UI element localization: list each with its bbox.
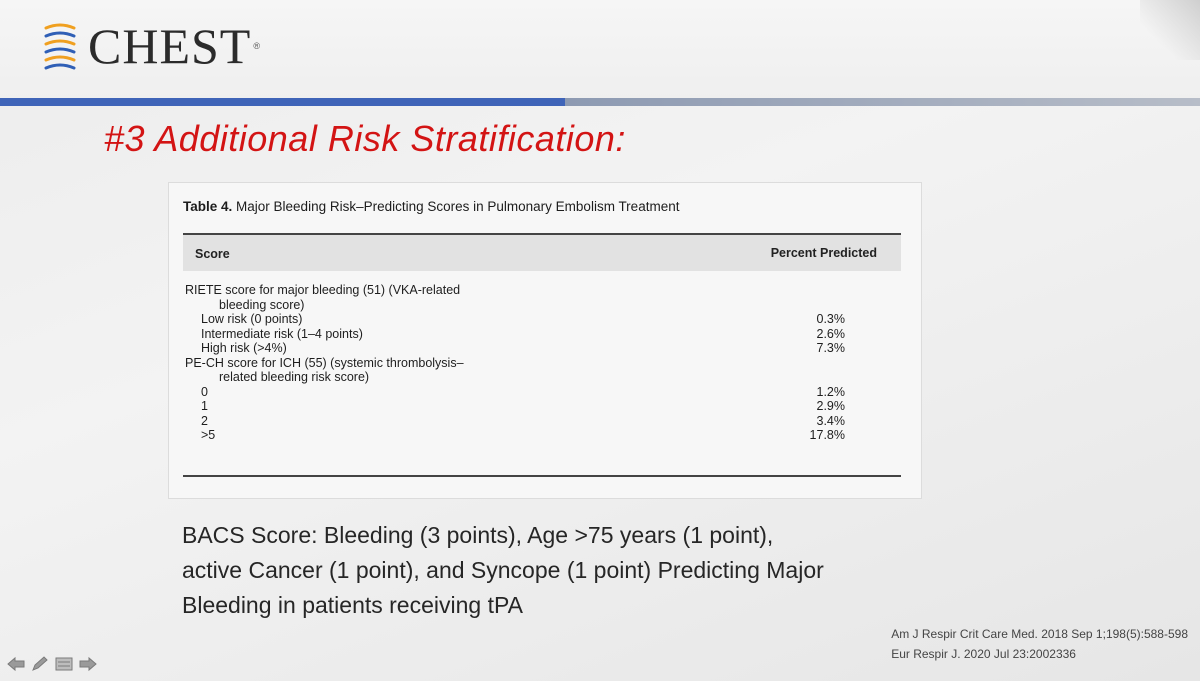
row-value: 0.3% <box>816 312 845 326</box>
pen-icon[interactable] <box>30 656 50 672</box>
row-value: 17.8% <box>809 428 845 442</box>
back-arrow-icon[interactable] <box>6 656 26 672</box>
table-row <box>183 341 901 356</box>
table-header-row <box>183 233 901 271</box>
slideshow-controls <box>6 656 98 672</box>
table-row <box>183 283 901 298</box>
slide-title: #3 Additional Risk Stratification: <box>104 118 626 159</box>
table-row <box>183 370 901 385</box>
row-label: High risk (>4%) <box>201 341 287 355</box>
header-rule <box>0 98 1200 106</box>
row-value: 2.9% <box>816 399 845 413</box>
table-bottom-rule <box>183 475 901 477</box>
slide-menu-icon[interactable] <box>54 656 74 672</box>
row-value: 2.6% <box>816 326 845 341</box>
table-row <box>183 385 901 400</box>
table-row <box>183 399 901 414</box>
row-label: >5 <box>201 428 216 442</box>
table-row <box>183 327 901 342</box>
table-row <box>183 298 901 313</box>
slide-header <box>0 0 1200 100</box>
table-row <box>183 428 901 443</box>
header-rule-gray <box>565 98 1200 106</box>
bacs-line-3: Bleeding in patients receiving tPA <box>182 592 523 618</box>
table-caption <box>183 199 679 214</box>
registered-mark: ® <box>253 41 260 51</box>
row-label: Intermediate risk (1–4 points) <box>201 326 363 341</box>
table-row <box>183 414 901 429</box>
header-percent-predicted: Percent Predicted <box>770 246 877 260</box>
bacs-line-1: BACS Score: Bleeding (3 points), Age >75 years (1 point), <box>182 522 774 548</box>
chest-logo <box>40 20 260 72</box>
chest-logo-icon <box>40 20 80 72</box>
table-row <box>183 312 901 327</box>
table-caption-text: Major Bleeding Risk–Predicting Scores in Pulmonary Embolism Treatment <box>232 199 680 214</box>
corner-shadow <box>1140 0 1200 60</box>
row-label: bleeding score) <box>219 297 305 312</box>
header-rule-blue <box>0 98 565 106</box>
table-row <box>183 356 901 371</box>
bacs-score-description <box>182 518 982 623</box>
table-body <box>183 283 901 443</box>
row-label: 0 <box>201 384 208 399</box>
bleeding-risk-table <box>168 182 922 499</box>
row-value: 7.3% <box>816 341 845 355</box>
row-label: 2 <box>201 413 208 428</box>
forward-arrow-icon[interactable] <box>78 656 98 672</box>
table-caption-number: Table 4. <box>183 199 233 214</box>
row-value: 1.2% <box>816 384 845 399</box>
header-score: Score <box>195 247 230 261</box>
reference-1: Am J Respir Crit Care Med. 2018 Sep 1;198(5):588-598 <box>891 627 1188 641</box>
row-label: RIETE score for major bleeding (51) (VKA-related <box>185 283 461 297</box>
row-label: PE-CH score for ICH (55) (systemic thrombolysis– <box>185 355 464 370</box>
row-value: 3.4% <box>816 413 845 428</box>
row-label: Low risk (0 points) <box>201 312 303 326</box>
chest-logo-text: CHEST <box>88 18 252 74</box>
reference-2: Eur Respir J. 2020 Jul 23:2002336 <box>891 647 1076 661</box>
row-label: 1 <box>201 399 208 413</box>
row-label: related bleeding risk score) <box>219 370 370 384</box>
bacs-line-2: active Cancer (1 point), and Syncope (1 point) Predicting Major <box>182 557 824 583</box>
references <box>891 624 1188 664</box>
